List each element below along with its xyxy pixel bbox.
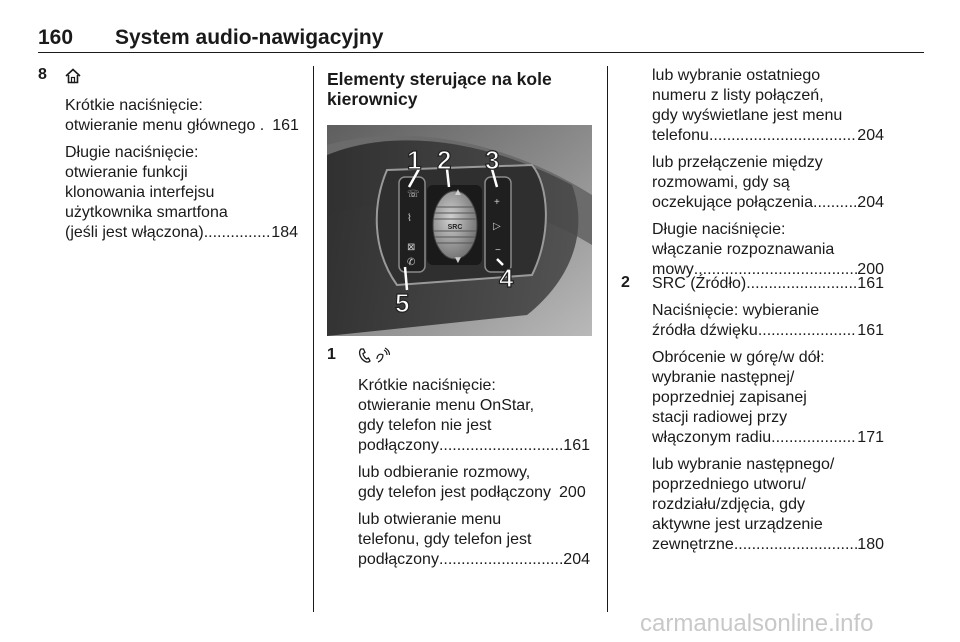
- entry-text: włączonym radiu: [652, 429, 772, 446]
- svg-text:▼: ▼: [453, 255, 463, 266]
- watermark: carmanualsonline.info: [640, 610, 874, 637]
- toc-line: [65, 223, 298, 243]
- entry-title: SRC (Źródło): [652, 275, 747, 292]
- callout-1: 1: [407, 145, 422, 175]
- entry-line: klonowania interfejsu: [65, 184, 215, 201]
- toc-line: [358, 436, 590, 456]
- entry-redial: [652, 66, 884, 146]
- entry-line: wybranie następnej/: [652, 369, 795, 386]
- dot-leader: [813, 193, 857, 213]
- entry-onstar: [358, 376, 590, 456]
- page-ref[interactable]: 171: [857, 429, 884, 446]
- entry-next-track: [652, 455, 884, 555]
- dot-leader: [439, 550, 563, 570]
- entry-line: gdy telefon nie jest: [358, 417, 492, 434]
- entry-line: otwieranie menu OnStar,: [358, 397, 535, 414]
- entry-text: oczekujące połączenia: [652, 194, 813, 211]
- entry-line: poprzedniego utworu/: [652, 476, 806, 493]
- entry-line: gdy wyświetlane jest menu: [652, 107, 843, 124]
- column-3-text-bottom: [652, 274, 884, 562]
- home-icon: [64, 67, 82, 85]
- entry-switch-calls: [652, 153, 884, 213]
- dot-leader: [746, 274, 857, 294]
- entry-line: poprzedniej zapisanej: [652, 389, 807, 406]
- heading-line: kierownicy: [327, 89, 418, 109]
- page-ref[interactable]: 204: [857, 127, 884, 144]
- toc-line: [358, 550, 590, 570]
- page-ref[interactable]: 200: [857, 261, 884, 278]
- steering-wheel-controls-image: [327, 125, 592, 336]
- section-heading: [327, 69, 597, 109]
- entry-line: lub wybranie następnego/: [652, 456, 835, 473]
- heading-line: Elementy sterujące na kole: [327, 69, 552, 89]
- toc-line: [652, 274, 884, 294]
- svg-text:−: −: [495, 245, 501, 256]
- entry-line: Naciśnięcie: wybieranie: [652, 302, 820, 319]
- entry-text: gdy telefon jest podłączony: [358, 484, 552, 501]
- toc-line: [652, 126, 884, 146]
- svg-text:▲: ▲: [453, 187, 463, 198]
- dot-leader: [758, 321, 857, 341]
- svg-text:▷: ▷: [493, 221, 501, 232]
- page-ref[interactable]: 161: [857, 275, 884, 292]
- entry-line: lub wybranie ostatniego: [652, 67, 821, 84]
- entry-line: telefonu, gdy telefon jest: [358, 531, 532, 548]
- entry-line: włączanie rozpoznawania: [652, 241, 835, 258]
- svg-text:⊠: ⊠: [407, 242, 416, 253]
- column-divider-2: [607, 66, 608, 612]
- entry-line: lub przełączenie między: [652, 154, 823, 171]
- entry-long-press: [65, 143, 298, 243]
- entry-text: (jeśli jest włączona): [65, 224, 204, 241]
- entry-title: Krótkie naciśnięcie:: [65, 97, 203, 114]
- page-ref[interactable]: 161: [272, 117, 299, 134]
- entry-title: Długie naciśnięcie:: [65, 144, 199, 161]
- dot-leader: [204, 223, 272, 243]
- toc-line: [652, 321, 884, 341]
- page-ref[interactable]: 184: [271, 224, 298, 241]
- entry-text: podłączony: [358, 551, 439, 568]
- item-number-1: 1: [327, 346, 336, 363]
- page-number: 160: [38, 26, 74, 49]
- entry-line: rozdziału/zdjęcia, gdy: [652, 496, 805, 513]
- column-3-text-top: [652, 66, 884, 287]
- section-title: System audio-nawigacyjny: [115, 26, 384, 49]
- entry-line: stacji radiowej przy: [652, 409, 788, 426]
- callout-4: 4: [499, 263, 514, 293]
- dot-leader: [439, 436, 563, 456]
- page-ref[interactable]: 204: [857, 194, 884, 211]
- dot-leader: [709, 126, 857, 146]
- entry-answer-call: [358, 463, 590, 503]
- callout-3: 3: [485, 145, 500, 175]
- entry-text: podłączony: [358, 437, 439, 454]
- column-1-text: [65, 96, 298, 250]
- entry-text: zewnętrzne: [652, 536, 734, 553]
- entry-line: Obrócenie w górę/w dół:: [652, 349, 825, 366]
- column-divider-1: [313, 66, 314, 612]
- page-ref[interactable]: 161: [563, 437, 590, 454]
- entry-phone-menu: [358, 510, 590, 570]
- page-header: [38, 24, 924, 53]
- page-ref[interactable]: 200: [559, 484, 586, 501]
- src-knob-label: SRC: [447, 224, 463, 231]
- item-number-8: 8: [38, 66, 47, 83]
- svg-text:☏: ☏: [407, 189, 420, 200]
- entry-line: lub odbieranie rozmowy,: [358, 464, 531, 481]
- toc-line: [652, 535, 884, 555]
- entry-line: użytkownika smartfona: [65, 204, 228, 221]
- svg-text:✆: ✆: [407, 257, 416, 268]
- page-ref[interactable]: 204: [563, 551, 590, 568]
- entry-voice-recognition: [652, 220, 884, 280]
- voice-icon: [375, 347, 390, 364]
- entry-radio-station: [652, 348, 884, 448]
- entry-line: lub otwieranie menu: [358, 511, 502, 528]
- entry-line: Krótkie naciśnięcie:: [358, 377, 496, 394]
- toc-line: [65, 116, 298, 136]
- entry-line: aktywne jest urządzenie: [652, 516, 823, 533]
- toc-line: [358, 483, 590, 503]
- page-ref[interactable]: 161: [857, 322, 884, 339]
- toc-line: [652, 193, 884, 213]
- item-number-2: 2: [621, 274, 630, 291]
- entry-line: numeru z listy połączeń,: [652, 87, 824, 104]
- entry-select-source: [652, 301, 884, 341]
- svg-text:+: +: [494, 197, 500, 208]
- entry-text: telefonu: [652, 127, 709, 144]
- phone-icon: [358, 347, 373, 364]
- entry-src: [652, 274, 884, 294]
- callout-2: 2: [437, 145, 452, 175]
- entry-text: mowy: [652, 261, 694, 278]
- callout-5: 5: [395, 288, 410, 318]
- page-ref[interactable]: 180: [857, 536, 884, 553]
- entry-line: rozmowami, gdy są: [652, 174, 790, 191]
- entry-line: Długie naciśnięcie:: [652, 221, 786, 238]
- entry-short-press: [65, 96, 298, 136]
- entry-text: otwieranie menu głównego .: [65, 117, 265, 134]
- entry-line: otwieranie funkcji: [65, 164, 188, 181]
- dot-leader: [771, 428, 857, 448]
- dot-leader: [734, 535, 857, 555]
- svg-text:⌇: ⌇: [407, 213, 412, 224]
- column-2-text: [358, 376, 590, 577]
- entry-text: źródła dźwięku: [652, 322, 758, 339]
- toc-line: [652, 428, 884, 448]
